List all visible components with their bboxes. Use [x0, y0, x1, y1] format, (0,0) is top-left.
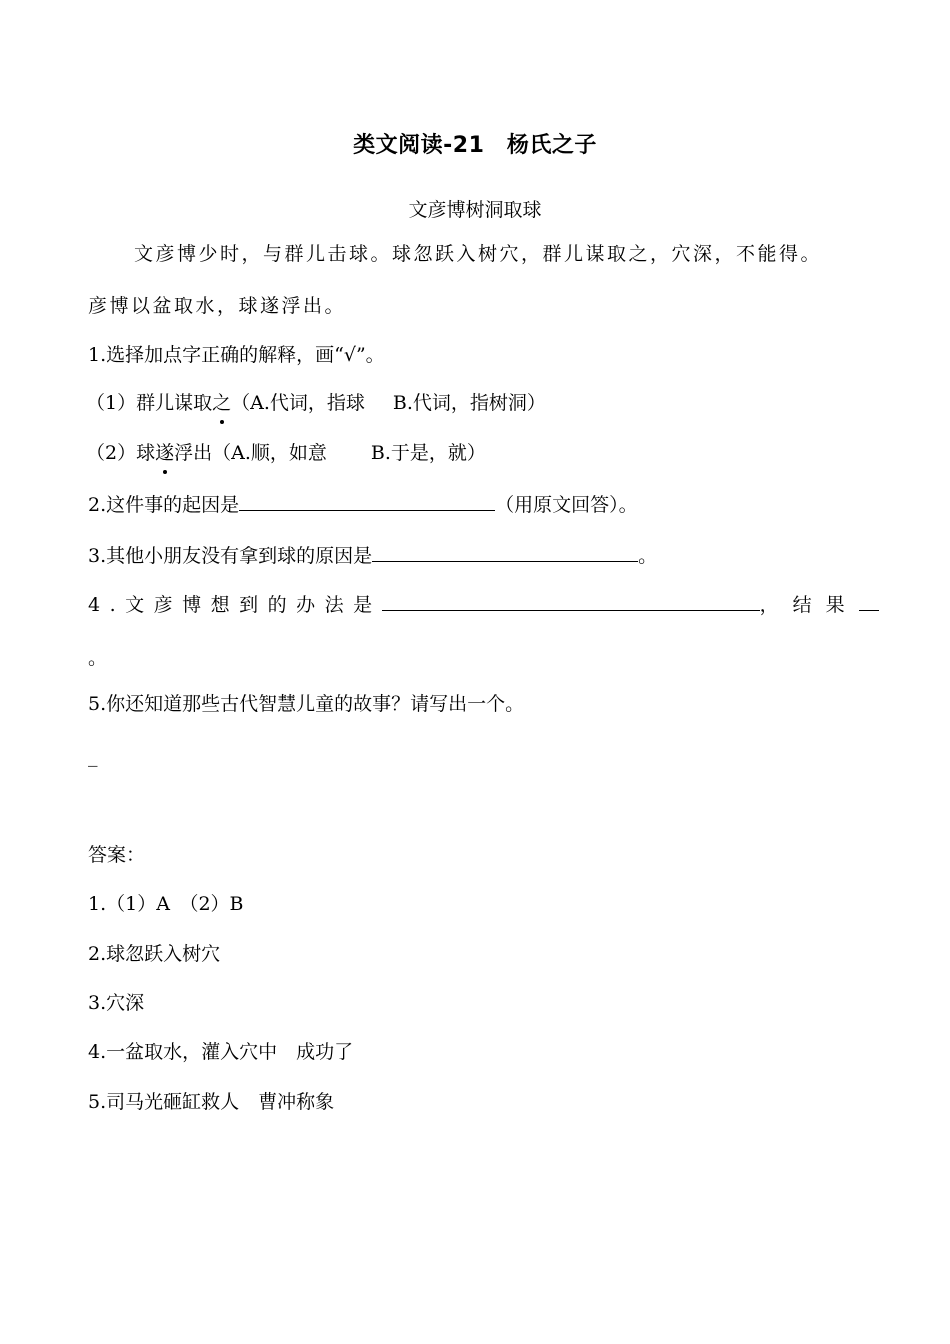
answer-5: 5.司马光砸缸救人 曹冲称象: [88, 1091, 335, 1113]
question-5: 5.你还知道那些古代智慧儿童的故事？请写出一个。: [88, 693, 525, 715]
question-1-item-1: [86, 389, 546, 417]
question-2: [88, 490, 638, 519]
passage-title: 文彦博树洞取球: [408, 199, 542, 221]
q4-method-blank[interactable]: [382, 590, 760, 611]
q4-line-end: 。: [88, 647, 108, 669]
answer-4: 4.一盆取水，灌入穴中 成功了: [88, 1041, 354, 1063]
dotted-char-zhi: 之: [212, 389, 231, 417]
q5-answer-blank[interactable]: _: [88, 745, 98, 767]
q4-result-label: ，结果: [759, 594, 859, 616]
passage-line-2: 彦博以盆取水，球遂浮出。: [88, 295, 347, 317]
dotted-char-sui: 遂: [155, 439, 174, 467]
answers-heading: 答案：: [88, 844, 146, 866]
q3-text: 3.其他小朋友没有拿到球的原因是: [88, 545, 373, 567]
answer-2: 2.球忽跃入树穴: [88, 943, 221, 965]
q2-hint: （用原文回答）。: [495, 494, 638, 516]
question-4: [88, 590, 879, 619]
q1-2-option-b: B.于是，就）: [370, 442, 486, 464]
q2-answer-blank[interactable]: [239, 490, 495, 511]
q1-1-prefix: （1）群儿谋取: [86, 392, 213, 414]
q1-1-option-b: B.代词，指树洞）: [392, 392, 546, 414]
q3-end: 。: [638, 545, 658, 567]
answer-1: 1.（1）A （2）B: [88, 893, 244, 915]
q4-text: 4.文彦博想到的办法是: [88, 594, 382, 616]
q1-2-rest: 浮出（A.顺，如意: [174, 442, 327, 464]
q1-1-option-a: （A.代词，指球: [231, 392, 365, 414]
answer-3: 3.穴深: [88, 992, 145, 1014]
q2-text: 2.这件事的起因是: [88, 494, 240, 516]
passage-line-1: 文彦博少时，与群儿击球。球忽跃入树穴，群儿谋取之，穴深，不能得。: [134, 243, 823, 265]
question-1-item-2: [86, 439, 486, 467]
q3-answer-blank[interactable]: [372, 541, 638, 562]
q4-result-blank[interactable]: [859, 590, 879, 611]
q1-2-prefix: （2）球: [86, 442, 156, 464]
page-title: 类文阅读-21 杨氏之子: [353, 133, 597, 158]
question-1: 1.选择加点字正确的解释，画“√”。: [88, 344, 385, 366]
question-3: [88, 541, 657, 570]
